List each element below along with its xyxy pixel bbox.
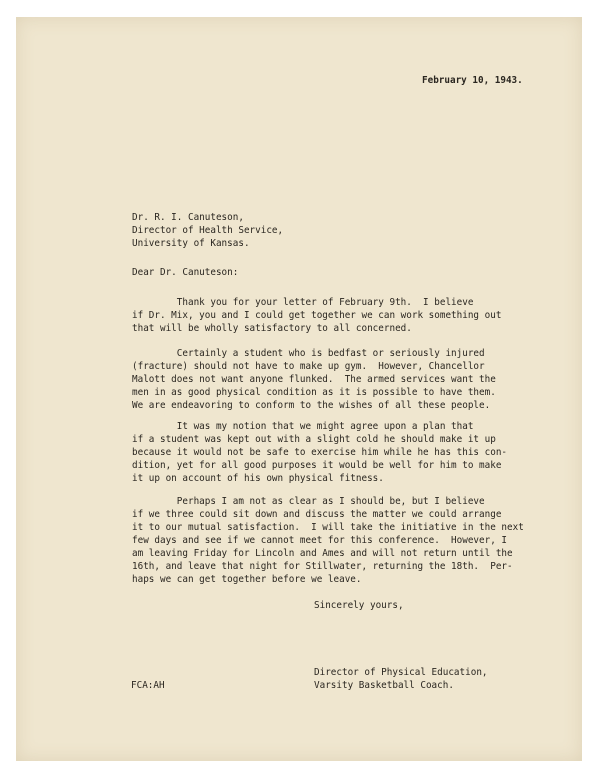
text-line: We are endeavoring to conform to the wishes of all these people. [132, 400, 491, 411]
text-line: men in as good physical condition as it is possible to have them. [132, 387, 496, 398]
text-line: Certainly a student who is bedfast or seriously injured [132, 348, 485, 359]
signature-block [314, 666, 488, 692]
paragraph-2 [132, 347, 496, 412]
text-line: haps we can get together before we leave. [132, 574, 362, 585]
typist-initials: FCA:AH [131, 680, 165, 691]
text-line: few days and see if we cannot meet for this conference. However, I [132, 535, 508, 546]
text-line: (fracture) should not have to make up gym. However, Chancellor [132, 361, 485, 372]
recipient-line: University of Kansas. [132, 238, 250, 249]
text-line: 16th, and leave that night for Stillwater, returning the 18th. Per- [132, 561, 513, 572]
text-line: because it would not be safe to exercise him while he has this con- [132, 447, 508, 458]
recipient-address [132, 211, 283, 250]
text-line: that will be wholly satisfactory to all concerned. [132, 323, 412, 334]
closing: Sincerely yours, [314, 600, 404, 611]
recipient-line: Director of Health Service, [132, 225, 284, 236]
paragraph-1 [132, 296, 501, 335]
signature-title: Varsity Basketball Coach. [314, 680, 454, 691]
text-line: it to our mutual satisfaction. I will take the initiative in the next [132, 522, 524, 533]
text-line: if a student was kept out with a slight cold he should make it up [132, 434, 496, 445]
signature-title: Director of Physical Education, [314, 667, 488, 678]
text-line: am leaving Friday for Lincoln and Ames and will not return until the [132, 548, 513, 559]
letter-date: February 10, 1943. [422, 75, 523, 86]
letter-page [16, 17, 582, 761]
paragraph-4 [132, 495, 524, 586]
recipient-line: Dr. R. I. Canuteson, [132, 212, 244, 223]
text-line: if we three could sit down and discuss the matter we could arrange [132, 509, 502, 520]
text-line: Malott does not want anyone flunked. The armed services want the [132, 374, 496, 385]
text-line: if Dr. Mix, you and I could get together we can work something out [132, 310, 502, 321]
text-line: it up on account of his own physical fitness. [132, 473, 384, 484]
text-line: It was my notion that we might agree upon a plan that [132, 421, 474, 432]
text-line: dition, yet for all good purposes it would be well for him to make [132, 460, 502, 471]
text-line: Perhaps I am not as clear as I should be, but I believe [132, 496, 485, 507]
text-line: Thank you for your letter of February 9th. I believe [132, 297, 474, 308]
paragraph-3 [132, 420, 507, 485]
salutation: Dear Dr. Canuteson: [132, 267, 239, 278]
